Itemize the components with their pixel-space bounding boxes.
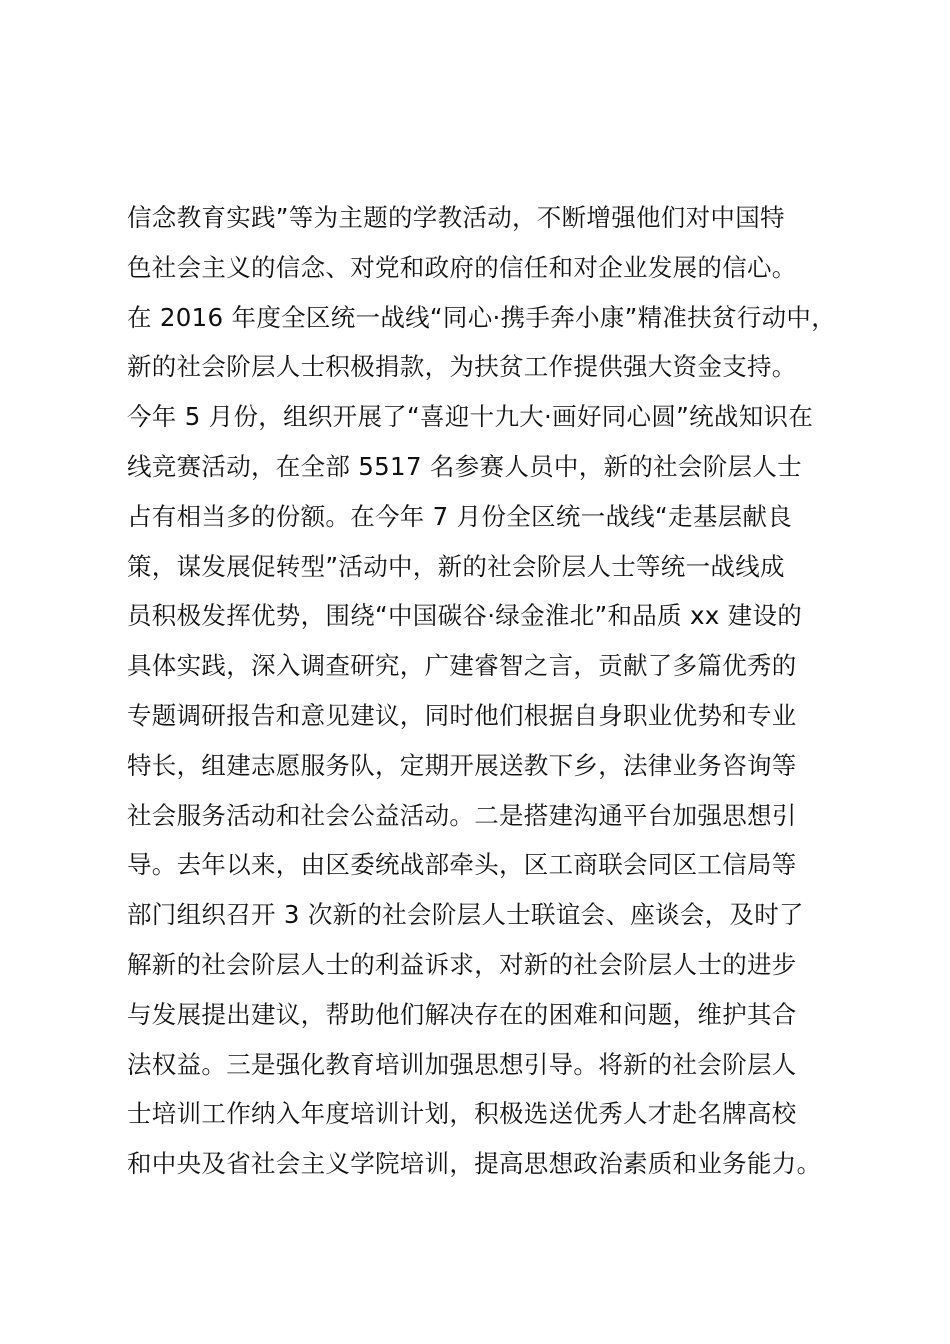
text-line: 法权益。三是强化教育培训加强思想引导。将新的社会阶层人 <box>127 1049 797 1079</box>
text-line: 和中央及省社会主义学院培训，提高思想政治素质和业务能力。 <box>127 1149 822 1179</box>
text-line: 具体实践，深入调查研究，广建睿智之言，贡献了多篇优秀的 <box>127 651 797 681</box>
text-line: 信念教育实践”等为主题的学教活动，不断增强他们对中国特 <box>127 203 785 232</box>
text-line: 士培训工作纳入年度培训计划，积极选送优秀人才赴名牌高校 <box>127 1099 797 1129</box>
text-line: 解新的社会阶层人士的利益诉求，对新的社会阶层人士的进步 <box>127 949 797 979</box>
text-line: 策，谋发展促转型”活动中，新的社会阶层人士等统一战线成 <box>127 551 785 581</box>
text-line: 导。去年以来，由区委统战部牵头，区工商联会同区工信局等 <box>127 850 797 880</box>
text-line: 新的社会阶层人士积极捐款，为扶贫工作提供强大资金支持。 <box>127 352 797 382</box>
text-line: 与发展提出建议，帮助他们解决存在的困难和问题，维护其合 <box>127 999 797 1029</box>
text-line: 社会服务活动和社会公益活动。二是搭建沟通平台加强思想引 <box>127 800 797 830</box>
text-line: 专题调研报告和意见建议，同时他们根据自身职业优势和专业 <box>127 700 797 730</box>
text-line: 色社会主义的信念、对党和政府的信任和对企业发展的信心。 <box>127 252 797 282</box>
body-text <box>127 193 867 1189</box>
text-line: 占有相当多的份额。在今年 7 月份全区统一战线“走基层献良 <box>127 501 793 531</box>
text-line: 部门组织召开 3 次新的社会阶层人士联谊会、座谈会，及时了 <box>127 900 804 930</box>
text-line: 员积极发挥优势，围绕“中国碳谷·绿金淮北”和品质 xx 建设的 <box>127 601 803 631</box>
text-line: 线竞赛活动，在全部 5517 名参赛人员中，新的社会阶层人士 <box>127 451 802 481</box>
text-line: 今年 5 月份，组织开展了“喜迎十九大·画好同心圆”统战知识在 <box>127 402 814 432</box>
text-line: 特长，组建志愿服务队，定期开展送教下乡，法律业务咨询等 <box>127 750 797 780</box>
text-line: 在 2016 年度全区统一战线“同心·携手奔小康”精准扶贫行动中， <box>127 302 836 332</box>
